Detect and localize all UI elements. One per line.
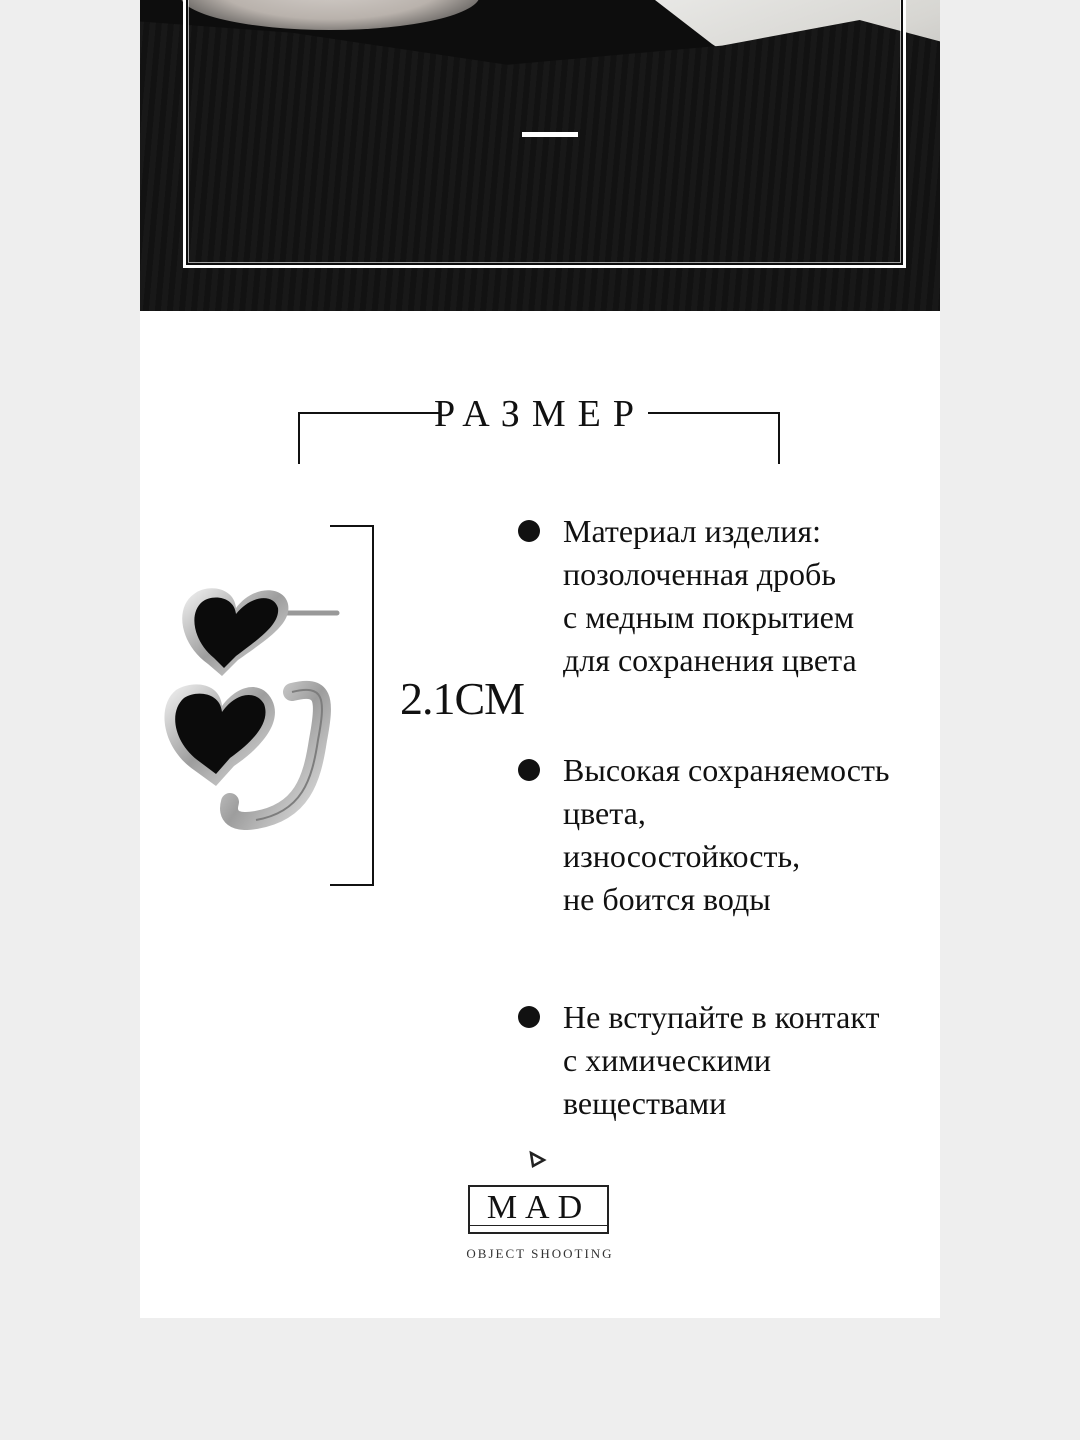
model-photo xyxy=(140,0,940,311)
triangle-logo-icon xyxy=(528,1150,548,1170)
product-info-card xyxy=(140,0,940,1318)
photo-dash-decoration xyxy=(522,132,578,137)
brand-tagline: OBJECT SHOOTING xyxy=(466,1246,614,1261)
size-section-title: РАЗМЕР xyxy=(434,393,646,435)
feature-text: Материал изделия: позолоченная дробь с медным покрытием для сохранения цвета xyxy=(563,513,857,678)
size-measure-label: 2.1CM xyxy=(400,673,525,724)
size-measure-bracket xyxy=(330,525,374,886)
earring-image xyxy=(154,580,354,830)
bullet-dot-icon xyxy=(518,520,540,542)
bullet-dot-icon xyxy=(518,1006,540,1028)
feature-text: Не вступайте в контакт с химическими веществами xyxy=(563,999,880,1121)
feature-text: Высокая сохраняемость цвета, износостойкость, не боится воды xyxy=(563,752,890,917)
brand-logo xyxy=(468,1185,609,1234)
bullet-dot-icon xyxy=(518,759,540,781)
brand-name: MAD xyxy=(486,1189,591,1226)
